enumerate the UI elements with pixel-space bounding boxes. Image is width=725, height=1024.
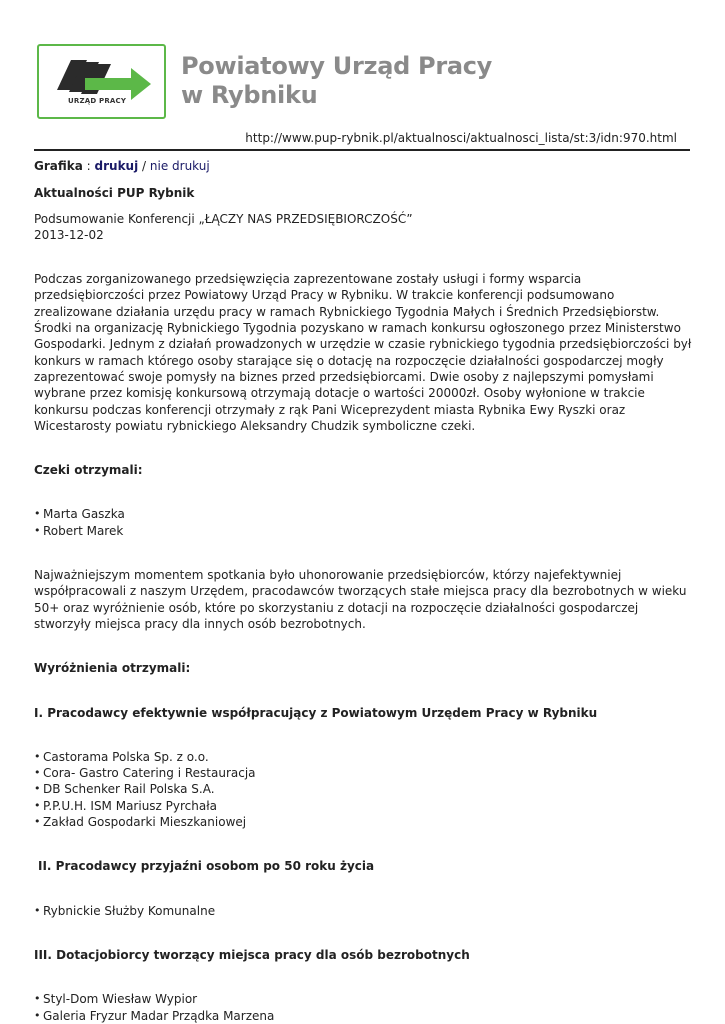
list-item: • Rybnickie Służby Komunalne	[34, 903, 694, 919]
page-header	[0, 0, 725, 150]
category-1-list	[34, 749, 694, 830]
awards-heading: Wyróżnienia otrzymali:	[34, 661, 191, 676]
list-item: • Zakład Gospodarki Mieszkaniowej	[34, 814, 694, 830]
brand-line-1: Powiatowy Urząd Pracy	[181, 52, 493, 80]
header-divider	[34, 149, 690, 151]
graphics-slash: /	[138, 159, 150, 173]
brand-name	[181, 52, 492, 110]
logo-caption: URZĄD PRACY	[68, 97, 127, 105]
graphics-toggle	[34, 158, 694, 174]
article-intro: Podczas zorganizowanego przedsięwzięcia zaprezentowane zostały usługi i formy wsparcia przedsiębiorczości przez Powiatowy Urząd Pracy w Rybniku. W trakcie konferencji podsumowano zrealizowane działania urzędu pracy w ramach Rybnickiego Tygodnia Małych i Średnich Przedsiębiorstw. Środki na organizację Rybnickiego Tygodnia pozyskano w ramach konkursu ogłoszonego przez Ministerstwo Gospodarki. Jednym z działań prowadzonych w urzędzie w czasie rybnickiego tygodnia przedsiębiorczości był konkurs w ramach którego osoby starające się o dotację na rozpoczęcie działalności gospodarczej mogły zaprezentować swoje pomysły na biznes przed przedsiębiorcami. Dwie osoby z najlepszymi pomysłami wybrane przez komisję konkursową otrzymają dotacje o wartości 20000zł. Osoby wyłonione w trakcie konkursu podczas konferencji otrzymały z rąk Pani Wiceprezydent miasta Rybnika Ewy Ryszki oraz Wicestarosty powiatu rybnickiego Aleksandry Chudzik symboliczne czeki.	[34, 272, 692, 433]
article-paragraph-2: Najważniejszym momentem spotkania było uhonorowanie przedsiębiorców, którzy najefektywniej współpracowali z naszym Urzędem, pracodawców tworzących stałe miejsca pracy dla bezrobotnych w wieku 50+ oraz wyróżnienie osób, które po skorzystaniu z dotacji na rozpoczęcie działalności gospodarczej stworzyły miejsca pracy dla innych osób bezrobotnych.	[34, 568, 687, 631]
brand-line-2: w Rybniku	[181, 81, 318, 109]
page-url: http://www.pup-rybnik.pl/aktualnosci/aktualnosci_lista/st:3/idn:970.html	[245, 131, 677, 145]
article-content	[34, 158, 694, 1024]
list-item: • Cora- Gastro Catering i Restauracja	[34, 765, 694, 781]
list-item: • DB Schenker Rail Polska S.A.	[34, 781, 694, 797]
article-title: Podsumowanie Konferencji „ŁĄCZY NAS PRZEDSIĘBIORCZOŚĆ”	[34, 211, 413, 226]
no-print-link[interactable]: nie drukuj	[149, 159, 210, 173]
logo-graphic-icon	[39, 46, 164, 117]
checks-heading: Czeki otrzymali:	[34, 463, 143, 478]
category-2-heading: II. Pracodawcy przyjaźni osobom po 50 roku życia	[38, 859, 375, 874]
list-item: • Galeria Fryzur Madar Prządka Marzena	[34, 1008, 694, 1024]
category-1-heading: I. Pracodawcy efektywnie współpracujący z Powiatowym Urzędem Pracy w Rybniku	[34, 705, 598, 720]
list-item: • Robert Marek	[34, 523, 694, 539]
list-item: • Marta Gaszka	[34, 506, 694, 522]
list-item: • P.P.U.H. ISM Mariusz Pyrchała	[34, 798, 694, 814]
article-date: 2013-12-02	[34, 227, 104, 242]
category-3-heading: III. Dotacjobiorcy tworzący miejsca pracy dla osób bezrobotnych	[34, 947, 470, 962]
category-3-list	[34, 991, 694, 1024]
graphics-separator: :	[82, 159, 95, 173]
print-link[interactable]: drukuj	[94, 159, 139, 173]
checks-list	[34, 506, 694, 539]
list-item: • Castorama Polska Sp. z o.o.	[34, 749, 694, 765]
graphics-label: Grafika	[34, 159, 83, 173]
list-item: • Styl-Dom Wiesław Wypior	[34, 991, 694, 1007]
section-title: Aktualności PUP Rybnik	[34, 186, 195, 201]
logo	[37, 44, 166, 119]
category-2-list	[34, 903, 694, 919]
